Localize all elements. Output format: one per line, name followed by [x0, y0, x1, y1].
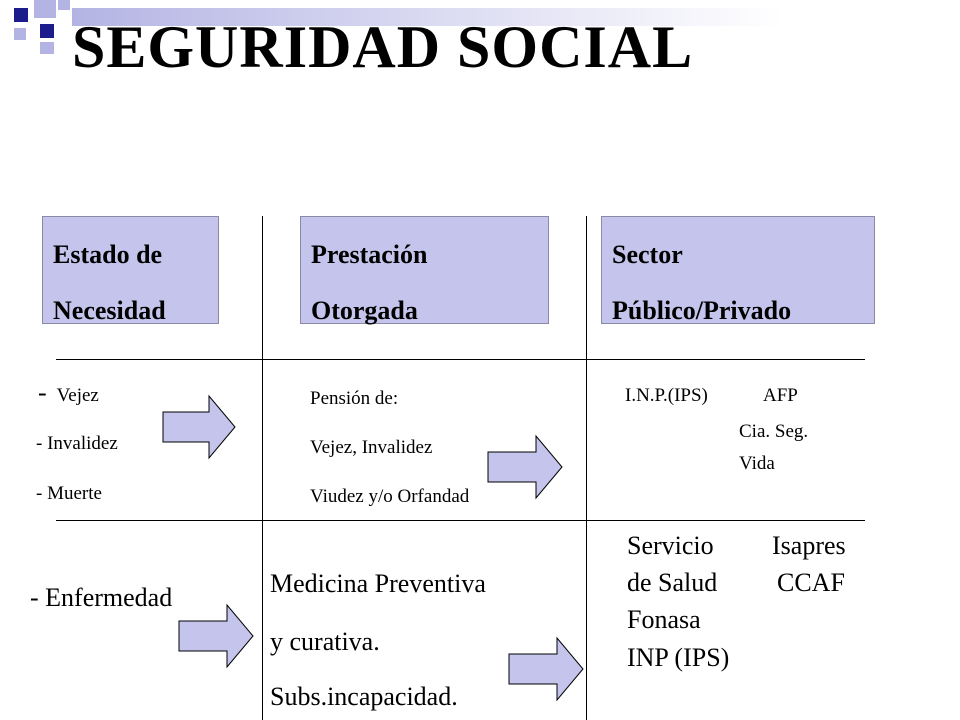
- sector-inp-ips: INP (IPS): [627, 643, 730, 672]
- header-line: Necesidad: [53, 296, 166, 325]
- header-sector-publico-privado: [601, 216, 875, 324]
- sector-cia-seg: Cia. Seg.: [739, 421, 809, 442]
- benefit-line: y curativa.: [270, 627, 380, 656]
- sector-de-salud: de Salud: [627, 568, 718, 597]
- row-divider: [56, 520, 865, 521]
- header-line: Otorgada: [311, 296, 418, 325]
- benefit-line: Medicina Preventiva: [270, 569, 486, 598]
- benefit-line: Subs.incapacidad.: [270, 682, 458, 711]
- deco-square: [34, 0, 56, 18]
- benefit-line: Pensión de:: [310, 388, 399, 409]
- slide-title: SEGURIDAD SOCIAL: [72, 14, 694, 80]
- benefit-line: Vejez, Invalidez: [310, 437, 433, 458]
- row-divider: [56, 359, 865, 360]
- sector-servicio: Servicio: [627, 531, 714, 560]
- header-line: Público/Privado: [612, 296, 792, 325]
- need-dash: -: [38, 378, 47, 407]
- deco-square: [40, 24, 54, 38]
- header-estado-de-necesidad: [42, 216, 219, 324]
- deco-square: [40, 42, 54, 54]
- header-line: Prestación: [311, 240, 428, 269]
- arrow-right-icon: [179, 605, 255, 669]
- deco-square: [58, 0, 70, 10]
- sector-vida: Vida: [739, 453, 775, 474]
- sector-fonasa: Fonasa: [627, 605, 701, 634]
- sector-ccaf: CCAF: [777, 568, 845, 597]
- deco-square: [14, 8, 28, 22]
- sector-isapres: Isapres: [772, 531, 846, 560]
- arrow-right-icon: [163, 396, 238, 460]
- need-enfermedad: - Enfermedad: [30, 583, 173, 612]
- need-invalidez: - Invalidez: [36, 433, 118, 454]
- deco-square: [14, 28, 26, 40]
- header-line: Sector: [612, 240, 683, 269]
- arrow-right-icon: [488, 436, 564, 500]
- column-divider: [262, 216, 263, 720]
- benefit-line: Viudez y/o Orfandad: [310, 486, 470, 507]
- need-vejez: [38, 380, 99, 406]
- sector-inp: I.N.P.(IPS): [625, 385, 708, 406]
- header-line: Estado de: [53, 240, 163, 269]
- sector-afp: AFP: [763, 385, 798, 406]
- arrow-right-icon: [509, 638, 585, 702]
- header-prestacion-otorgada: [300, 216, 549, 324]
- need-muerte: - Muerte: [36, 483, 102, 504]
- need-label: Vejez: [56, 385, 99, 406]
- column-divider: [586, 216, 587, 720]
